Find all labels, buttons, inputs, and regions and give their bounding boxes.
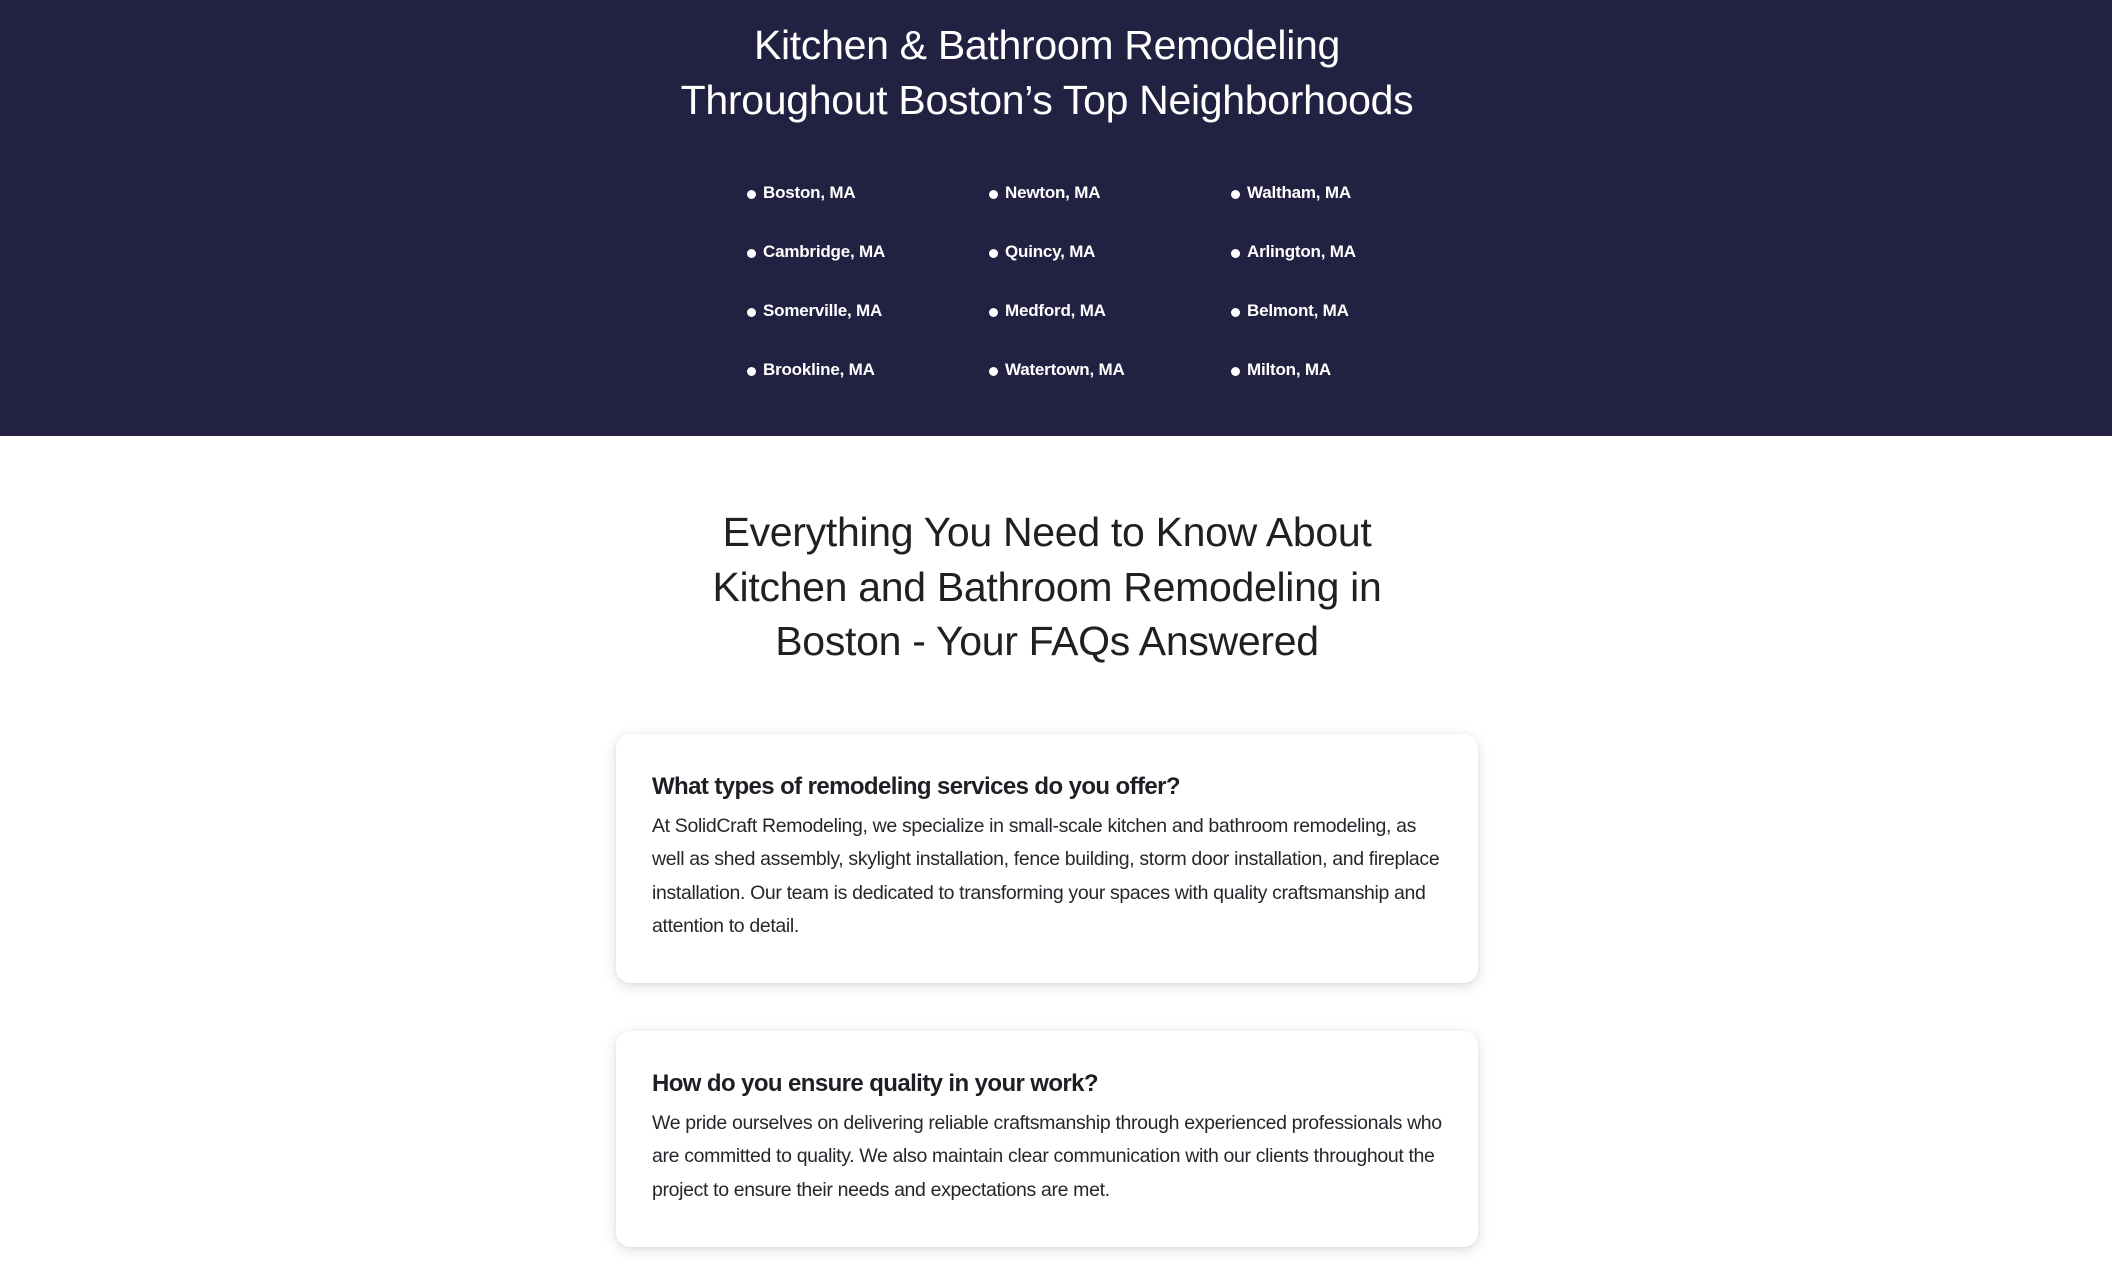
city-label: Boston, MA (763, 183, 856, 202)
faq-title (0, 505, 2094, 669)
faq-title-line-2: Kitchen and Bathroom Remodeling in (712, 563, 1382, 610)
faq-title-line-3: Boston - Your FAQs Answered (775, 618, 1319, 664)
city-item-watertown (989, 357, 1231, 416)
city-label: Arlington, MA (1247, 242, 1356, 261)
bullet-icon (989, 249, 998, 258)
bullet-icon (747, 308, 756, 317)
service-areas-title-line-2: Throughout Boston’s Top Neighborhoods (680, 77, 1414, 123)
bullet-icon (1231, 367, 1240, 376)
city-label: Brookline, MA (763, 360, 875, 379)
city-item-waltham (1231, 180, 1473, 239)
bullet-icon (747, 249, 756, 258)
city-label: Belmont, MA (1247, 301, 1349, 320)
faq-answer: At SolidCraft Remodeling, we specialize in small-scale kitchen and bathroom remodeling, as well as shed assembly, skylight installation, fence building, storm door installation, and fireplace installation. Our team is dedicated to transforming your spaces with quality craftsmanship and attention to detail. (652, 815, 1440, 937)
faq-card-services (616, 734, 1478, 983)
bullet-icon (989, 367, 998, 376)
bullet-icon (747, 367, 756, 376)
faq-card-quality (616, 1031, 1478, 1247)
bullet-icon (747, 190, 756, 199)
bullet-icon (989, 308, 998, 317)
city-item-newton (989, 180, 1231, 239)
city-item-somerville (747, 298, 989, 357)
bullet-icon (1231, 249, 1240, 258)
faq-title-line-1: Everything You Need to Know About (722, 509, 1372, 555)
city-item-brookline (747, 357, 989, 416)
city-label: Cambridge, MA (763, 242, 886, 261)
city-item-milton (1231, 357, 1473, 416)
faq-question: What types of remodeling services do you offer? (652, 773, 1180, 800)
faq-answer: We pride ourselves on delivering reliable craftsmanship through experienced professionals who are committed to quality. We also maintain clear communication with our clients throughout the project to ensure their needs and expectations are met. (652, 1112, 1442, 1201)
city-label: Milton, MA (1247, 360, 1331, 379)
city-item-boston (747, 180, 989, 239)
city-item-arlington (1231, 239, 1473, 298)
service-areas-title (0, 18, 2094, 128)
city-label: Newton, MA (1005, 183, 1101, 202)
city-label: Watertown, MA (1005, 360, 1125, 379)
city-item-belmont (1231, 298, 1473, 357)
city-item-cambridge (747, 239, 989, 298)
city-label: Medford, MA (1005, 301, 1106, 320)
faq-question: How do you ensure quality in your work? (652, 1070, 1098, 1097)
city-item-medford (989, 298, 1231, 357)
city-label: Waltham, MA (1247, 183, 1351, 202)
city-label: Quincy, MA (1005, 242, 1096, 261)
bullet-icon (989, 190, 998, 199)
city-list (747, 180, 1487, 416)
service-areas-title-line-1: Kitchen & Bathroom Remodeling (753, 22, 1341, 68)
bullet-icon (1231, 190, 1240, 199)
service-areas-section (0, 0, 2112, 436)
city-item-quincy (989, 239, 1231, 298)
bullet-icon (1231, 308, 1240, 317)
city-label: Somerville, MA (763, 301, 883, 320)
